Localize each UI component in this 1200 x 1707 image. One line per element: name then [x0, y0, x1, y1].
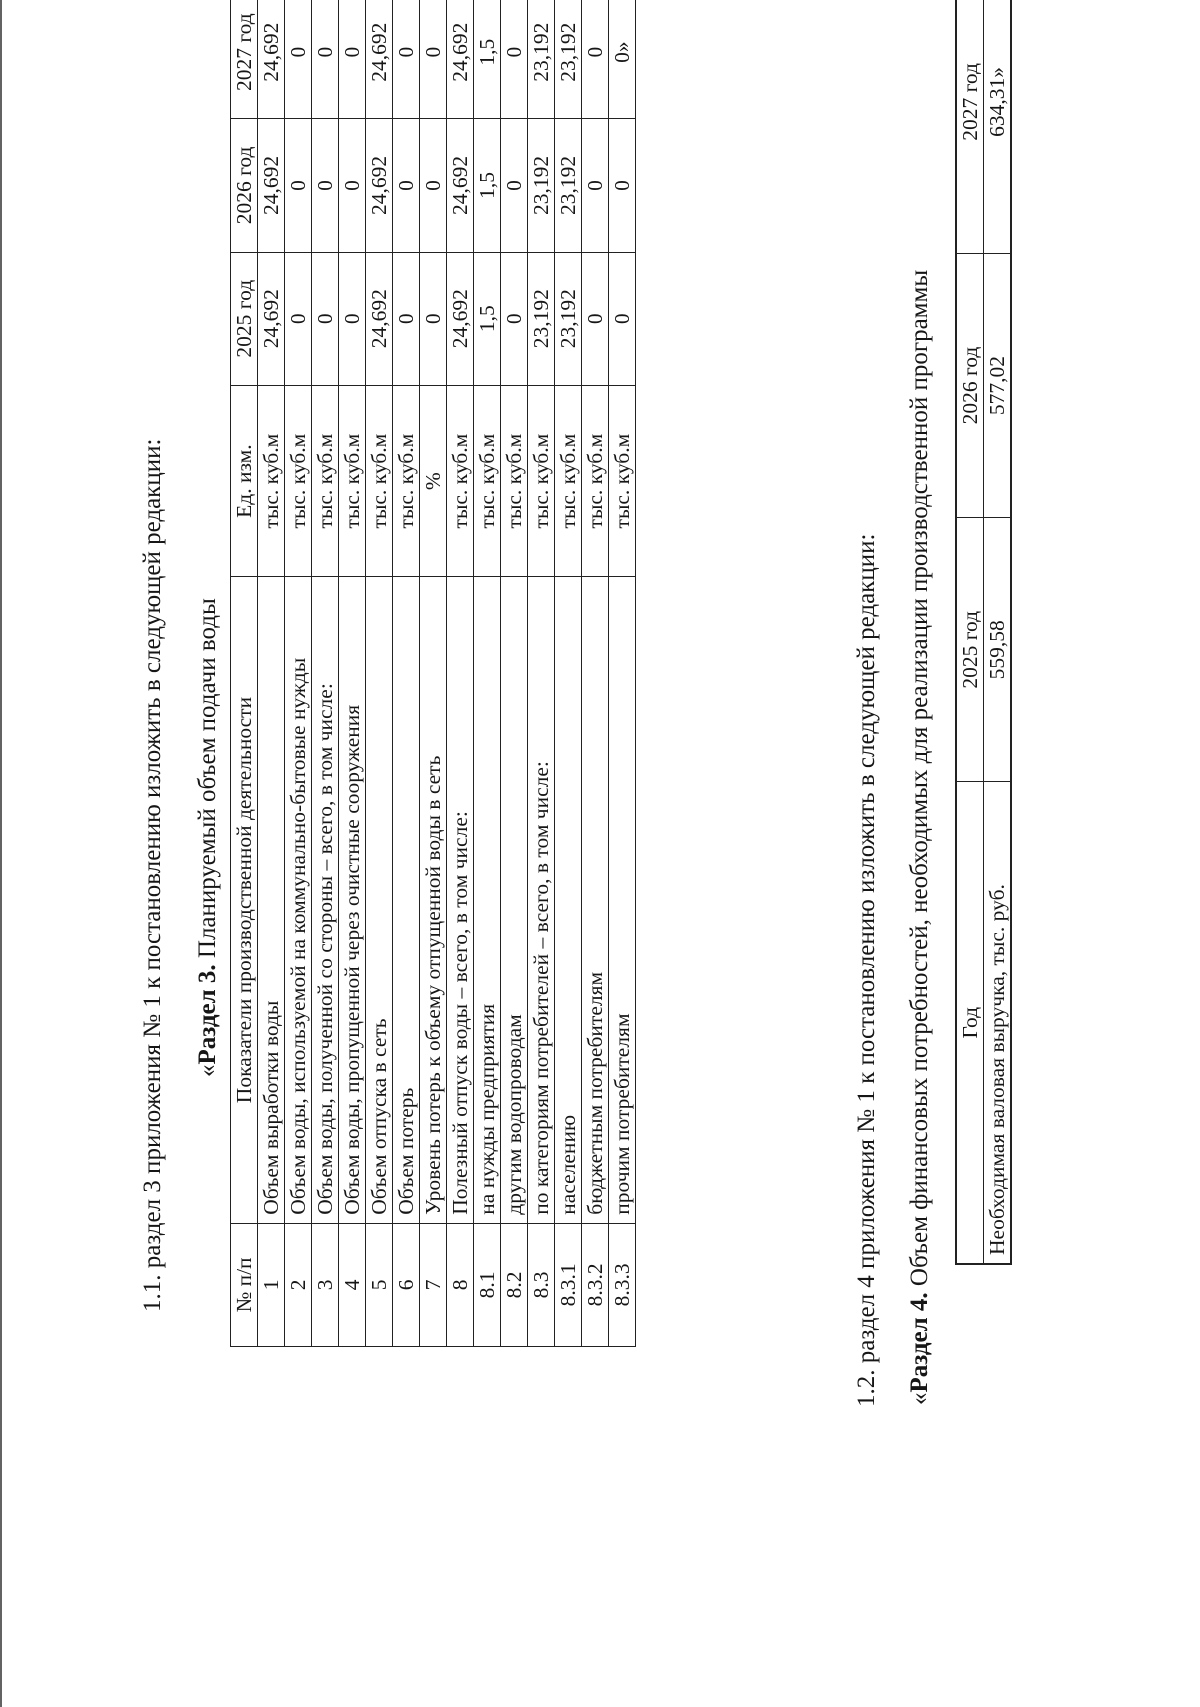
row-value-2026: 1,5	[474, 119, 501, 252]
fin-header-year: Год	[956, 782, 984, 1264]
fin-header-2026: 2026 год	[956, 253, 984, 517]
fin-header-row	[956, 0, 984, 1264]
row-indicator: Объем воды, пропущенной через очистные сооружения	[339, 577, 366, 1223]
row-value-2026: 24,692	[258, 119, 285, 252]
table-row	[366, 0, 393, 1347]
row-value-2025: 1,5	[474, 252, 501, 385]
section-3-label: Раздел 3.	[194, 964, 221, 1065]
row-value-2026: 0	[339, 119, 366, 252]
row-value-2026: 0	[420, 119, 447, 252]
row-value-2026: 23,192	[555, 119, 582, 252]
row-value-2027: 0	[285, 0, 312, 119]
row-value-2026: 0	[393, 119, 420, 252]
table-row	[447, 0, 474, 1347]
row-unit: тыс. куб.м	[582, 385, 609, 577]
row-unit: %	[420, 385, 447, 577]
row-value-2026: 0	[285, 119, 312, 252]
row-value-2025: 24,692	[366, 252, 393, 385]
table-row	[528, 0, 555, 1347]
row-value-2027: 23,192	[528, 0, 555, 119]
row-value-2026: 0	[501, 119, 528, 252]
row-value-2025: 0	[609, 252, 636, 385]
row-unit: тыс. куб.м	[555, 385, 582, 577]
row-value-2027: 23,192	[555, 0, 582, 119]
row-value-2027: 0»	[609, 0, 636, 119]
row-value-2026: 0	[609, 119, 636, 252]
row-value-2025: 24,692	[258, 252, 285, 385]
row-number: 8.3.3	[609, 1223, 636, 1346]
fin-header-2025: 2025 год	[956, 518, 984, 782]
row-indicator: по категориям потребителей – всего, в том числе:	[528, 577, 555, 1223]
table-row	[501, 0, 528, 1347]
row-unit: тыс. куб.м	[258, 385, 285, 577]
row-number: 8.1	[474, 1223, 501, 1346]
row-indicator: Объем выработки воды	[258, 577, 285, 1223]
section-3-prefix: «	[194, 1064, 221, 1077]
row-value-2025: 0	[582, 252, 609, 385]
table-header-row	[231, 0, 258, 1347]
row-value-2027: 0	[393, 0, 420, 119]
row-value-2027: 0	[312, 0, 339, 119]
section-3-title: Планируемый объем подачи воды	[194, 598, 221, 965]
table-row	[285, 0, 312, 1347]
col-header-indicator: Показатели производственной деятельности	[231, 577, 258, 1223]
row-unit: тыс. куб.м	[501, 385, 528, 577]
col-header-2026: 2026 год	[231, 119, 258, 252]
table-row	[312, 0, 339, 1347]
row-value-2025: 0	[420, 252, 447, 385]
paragraph-1-2: 1.2. раздел 4 приложения № 1 к постановлению изложить в следующей редакции:	[853, 533, 880, 1407]
row-value-2025: 0	[501, 252, 528, 385]
fin-row-label: Необходимая валовая выручка, тыс. руб.	[984, 782, 1012, 1264]
row-unit: тыс. куб.м	[312, 385, 339, 577]
row-unit: тыс. куб.м	[339, 385, 366, 577]
row-indicator: населению	[555, 577, 582, 1223]
row-value-2027: 24,692	[447, 0, 474, 119]
row-value-2027: 0	[420, 0, 447, 119]
col-header-2025: 2025 год	[231, 252, 258, 385]
row-number: 4	[339, 1223, 366, 1346]
row-value-2027: 24,692	[258, 0, 285, 119]
row-unit: тыс. куб.м	[474, 385, 501, 577]
table-row	[339, 0, 366, 1347]
row-number: 8	[447, 1223, 474, 1346]
row-number: 8.3.2	[582, 1223, 609, 1346]
row-value-2025: 0	[312, 252, 339, 385]
row-indicator: на нужды предприятия	[474, 577, 501, 1223]
row-unit: тыс. куб.м	[528, 385, 555, 577]
table-row	[420, 0, 447, 1347]
row-indicator: бюджетным потребителям	[582, 577, 609, 1223]
table-row	[582, 0, 609, 1347]
row-value-2025: 24,692	[447, 252, 474, 385]
fin-value-2025: 559,58	[984, 518, 1012, 782]
table-row	[258, 0, 285, 1347]
section-4-label: Раздел 4.	[906, 1292, 933, 1393]
section-4-title: Объем финансовых потребностей, необходимых для реализации производственной программы	[906, 269, 933, 1293]
fin-value-2026: 577,02	[984, 253, 1012, 517]
row-value-2027: 1,5	[474, 0, 501, 119]
row-number: 8.3.1	[555, 1223, 582, 1346]
row-number: 6	[393, 1223, 420, 1346]
row-value-2025: 0	[285, 252, 312, 385]
row-indicator: Уровень потерь к объему отпущенной воды в сеть	[420, 577, 447, 1223]
row-number: 3	[312, 1223, 339, 1346]
fin-value-2027: 634,31»	[984, 0, 1012, 253]
row-indicator: прочим потребителям	[609, 577, 636, 1223]
table-row	[393, 0, 420, 1347]
fin-data-row	[984, 0, 1012, 1264]
table-row	[474, 0, 501, 1347]
row-value-2026: 24,692	[366, 119, 393, 252]
row-indicator: Объем потерь	[393, 577, 420, 1223]
row-value-2026: 0	[582, 119, 609, 252]
row-number: 1	[258, 1223, 285, 1346]
row-number: 8.3	[528, 1223, 555, 1346]
row-number: 5	[366, 1223, 393, 1346]
row-unit: тыс. куб.м	[366, 385, 393, 577]
table-row	[609, 0, 636, 1347]
row-value-2027: 0	[582, 0, 609, 119]
section-4-prefix: «	[906, 1392, 933, 1405]
row-value-2025: 23,192	[555, 252, 582, 385]
row-unit: тыс. куб.м	[447, 385, 474, 577]
row-number: 8.2	[501, 1223, 528, 1346]
row-number: 7	[420, 1223, 447, 1346]
fin-header-2027: 2027 год	[956, 0, 984, 253]
water-supply-table	[230, 0, 636, 1347]
row-unit: тыс. куб.м	[393, 385, 420, 577]
section-4-heading	[905, 270, 935, 1405]
paragraph-1-1: 1.1. раздел 3 приложения № 1 к постановлению изложить в следующей редакции:	[139, 438, 166, 1312]
row-indicator: другим водопроводам	[501, 577, 528, 1223]
row-value-2027: 24,692	[366, 0, 393, 119]
row-value-2026: 24,692	[447, 119, 474, 252]
row-number: 2	[285, 1223, 312, 1346]
row-value-2025: 23,192	[528, 252, 555, 385]
row-value-2026: 0	[312, 119, 339, 252]
row-indicator: Объем воды, полученной со стороны – всего, в том числе:	[312, 577, 339, 1223]
row-indicator: Объем воды, используемой на коммунально-бытовые нужды	[285, 577, 312, 1223]
financial-needs-table	[955, 0, 1012, 1265]
row-value-2027: 0	[501, 0, 528, 119]
col-header-unit: Ед. изм.	[231, 385, 258, 577]
row-indicator: Объем отпуска в сеть	[366, 577, 393, 1223]
row-indicator: Полезный отпуск воды – всего, в том числе:	[447, 577, 474, 1223]
row-unit: тыс. куб.м	[285, 385, 312, 577]
scan-edge-line	[0, 0, 2, 1707]
row-value-2027: 0	[339, 0, 366, 119]
row-unit: тыс. куб.м	[609, 385, 636, 577]
col-header-2027: 2027 год	[231, 0, 258, 119]
section-3-heading	[193, 598, 223, 1077]
row-value-2025: 0	[339, 252, 366, 385]
row-value-2025: 0	[393, 252, 420, 385]
row-value-2026: 23,192	[528, 119, 555, 252]
col-header-number: № п/п	[231, 1223, 258, 1346]
table-row	[555, 0, 582, 1347]
